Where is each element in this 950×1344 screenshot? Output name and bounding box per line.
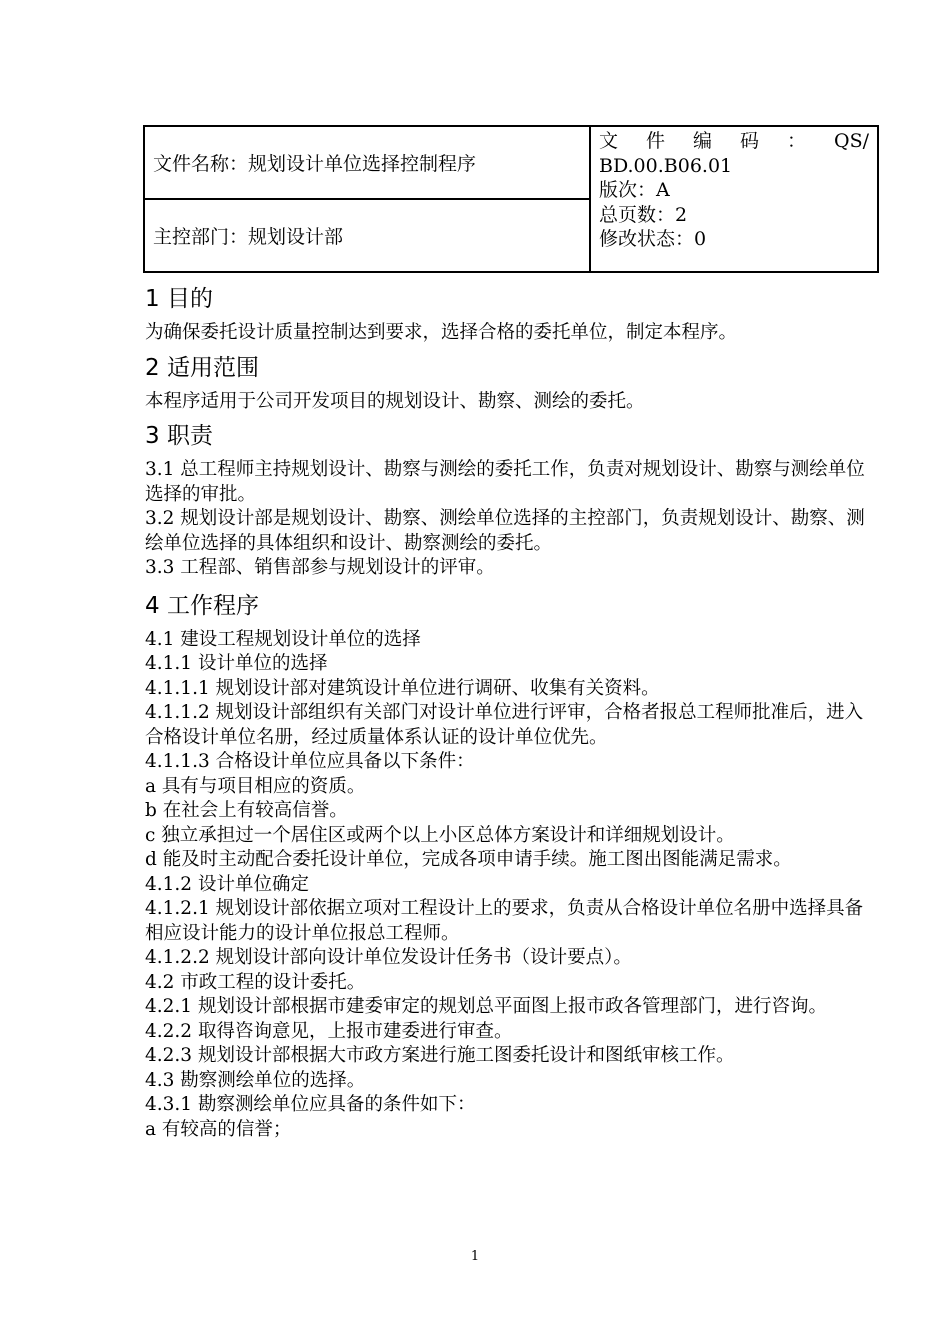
list-item: a 有较高的信誉；	[145, 1118, 292, 1140]
paragraph: 3.3 工程部、销售部参与规划设计的评审。	[145, 557, 495, 578]
list-item: 4.1.1 设计单位的选择	[145, 653, 328, 674]
responsible-dept: 主控部门：规划设计部	[153, 226, 344, 248]
list-item: 4.1.1.1 规划设计部对建筑设计单位进行调研、收集有关资料。	[145, 677, 660, 699]
list-item: b 在社会上有较高信誉。	[145, 800, 348, 821]
list-item: 4.1.2.1 规划设计部依据立项对工程设计上的要求，负责从合格设计单位名册中选择具备相应设计能力的设计单位报总工程师。	[145, 898, 864, 944]
file-code-value: BD.00.B06.01	[599, 154, 733, 177]
section-heading-procedure: 4 工作程序	[145, 592, 259, 619]
list-item: 4.3.1 勘察测绘单位应具备的条件如下：	[145, 1094, 476, 1115]
page-number: 1	[470, 1249, 480, 1264]
file-code-label: 文 件 编 码 ： QS/	[599, 130, 869, 152]
document-body	[145, 283, 865, 1142]
list-item: 4.1.1.3 合格设计单位应具备以下条件：	[145, 751, 475, 772]
version: 版次：A	[599, 179, 670, 201]
document-header-table	[143, 125, 879, 273]
dept-cell	[144, 199, 590, 272]
section-heading-responsibilities: 3 职责	[145, 423, 213, 449]
revision-status: 修改状态：0	[599, 228, 707, 250]
list-item: 4.2.2 取得咨询意见，上报市建委进行审查。	[145, 1020, 513, 1042]
list-item: 4.2.1 规划设计部根据市建委审定的规划总平面图上报市政各管理部门，进行咨询。	[145, 996, 827, 1017]
section-heading-scope: 2 适用范围	[145, 354, 259, 381]
list-item: 4.3 勘察测绘单位的选择。	[145, 1069, 366, 1091]
paragraph: 3.1 总工程师主持规划设计、勘察与测绘的委托工作，负责对规划设计、勘察与测绘单位选择的审批。	[145, 459, 865, 505]
list-item: 4.2.3 规划设计部根据大市政方案进行施工图委托设计和图纸审核工作。	[145, 1045, 735, 1066]
paragraph: 本程序适用于公司开发项目的规划设计、勘察、测绘的委托。	[145, 390, 645, 412]
list-item: c 独立承担过一个居住区或两个以上小区总体方案设计和详细规划设计。	[145, 824, 735, 846]
list-item: 4.1.2.2 规划设计部向设计单位发设计任务书（设计要点）。	[145, 947, 632, 968]
list-item: 4.2 市政工程的设计委托。	[145, 971, 366, 993]
list-item: 4.1.1.2 规划设计部组织有关部门对设计单位进行评审，合格者报总工程师批准后，进入合格设计单位名册，经过质量体系认证的设计单位优先。	[145, 702, 864, 748]
file-name: 文件名称：规划设计单位选择控制程序	[153, 153, 477, 175]
file-name-cell	[144, 126, 590, 199]
list-item: d 能及时主动配合委托设计单位，完成各项申请手续。施工图出图能满足需求。	[145, 849, 792, 870]
list-item: 4.1.2 设计单位确定	[145, 873, 309, 895]
list-item: 4.1 建设工程规划设计单位的选择	[145, 628, 421, 650]
document-info-cell	[590, 126, 878, 272]
total-pages: 总页数：2	[599, 203, 688, 226]
section-heading-purpose: 1 目的	[145, 286, 213, 312]
paragraph: 3.2 规划设计部是规划设计、勘察、测绘单位选择的主控部门，负责规划设计、勘察、测绘单位选择的具体组织和设计、勘察测绘的委托。	[145, 508, 865, 554]
list-item: a 具有与项目相应的资质。	[145, 775, 366, 797]
paragraph: 为确保委托设计质量控制达到要求，选择合格的委托单位，制定本程序。	[145, 322, 738, 343]
